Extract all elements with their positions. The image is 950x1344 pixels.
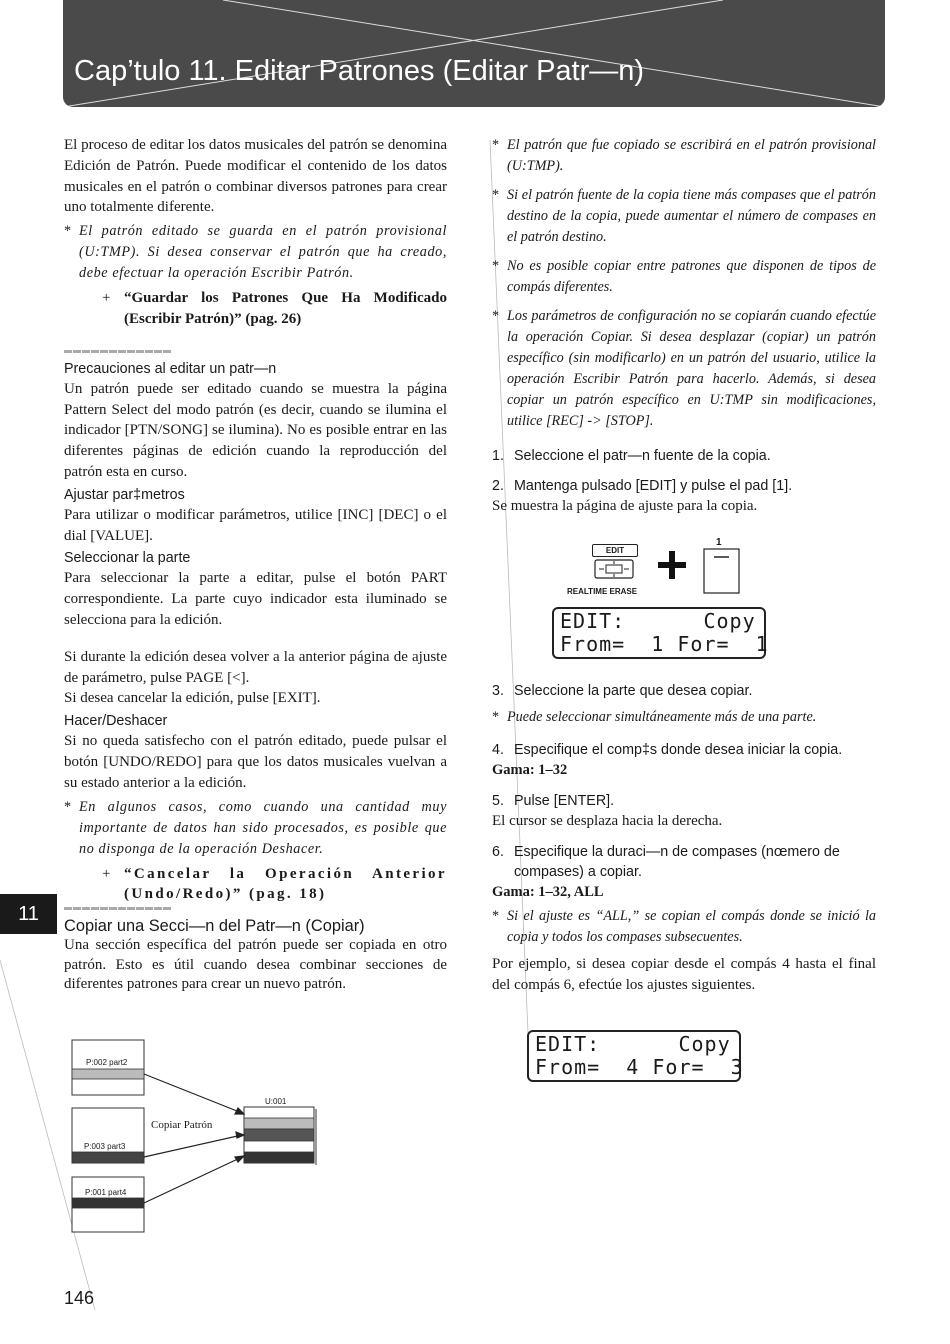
lcd-display-2 xyxy=(527,1030,744,1082)
note-text: Los parámetros de configuración no se copiarán cuando efectúe la operación Copiar. Si desea desplazar (copiar) un patrón específico (sin modificarlo) en un patrón del usuario, utilice la operación Escribir Patrón para hacerlo. Además, si desea copiar un patrón específico en U:TMP sin modificaciones, utilice [REC] -> [STOP]. xyxy=(507,308,876,429)
lcd-line-1: EDIT: Copy xyxy=(560,609,756,633)
step-text: Seleccione el patr—n fuente de la copia. xyxy=(514,448,771,464)
left-column xyxy=(64,135,447,995)
lcd-line-2: From= 4 For= 3 xyxy=(535,1055,744,1079)
note-text: No es posible copiar entre patrones que disponen de tipos de compás diferentes. xyxy=(507,258,876,295)
note-text: Si el ajuste es “ALL,” se copian el compás donde se inició la copia y todos los compases subsecuentes. xyxy=(507,908,876,946)
plus-icon xyxy=(657,550,687,580)
realtime-erase-label: REALTIME ERASE xyxy=(567,587,638,596)
note-measures: * Si el patrón fuente de la copia tiene más compases que el patrón destino de la copia, puede aumentar el número de compases en el patrón destino. xyxy=(492,187,876,245)
ref-text: “Cancelar la Operación Anterior (Undo/Redo)” (pag. 18) xyxy=(124,865,447,903)
ref-undo: + “Cancelar la Operación Anterior (Undo/Redo)” (pag. 18) xyxy=(64,864,447,906)
chapter-title: Cap’tulo 11. Editar Patrones (Editar Patr—n) xyxy=(74,55,645,87)
edit-button-label: EDIT xyxy=(592,544,638,557)
step-text: Especifique el comp‡s donde desea iniciar la copia. xyxy=(514,742,843,758)
params-text: Para utilizar o modificar parámetros, utilice [INC] [DEC] o el dial [VALUE]. xyxy=(64,506,447,544)
subsection-title-params: Ajustar par‡metros xyxy=(64,486,185,503)
ref-text: “Guardar los Patrones Que Ha Modificado (Escribir Patrón)” (pag. 26) xyxy=(124,290,447,327)
destination-label: U:001 xyxy=(265,1097,287,1106)
pad-1-icon xyxy=(703,548,741,596)
note-text: En algunos casos, como cuando una cantidad muy importante de datos han sido procesados, es posible que no disponga de la operación Deshacer. xyxy=(79,798,447,857)
step-number: 2. xyxy=(492,478,504,494)
note-undo: * En algunos casos, como cuando una cantidad muy importante de datos han sido procesados, es posible que no disponga de la operación Deshacer. xyxy=(64,798,447,857)
page-number: 146 xyxy=(64,1288,95,1308)
step-number: 1. xyxy=(492,448,504,464)
ref-save-pattern: + “Guardar los Patrones Que Ha Modificado (Escribir Patrón)” (pag. 26) xyxy=(64,288,447,330)
lcd-line-1: EDIT: Copy xyxy=(535,1032,731,1056)
undo-text: Si no queda satisfecho con el patrón editado, puede pulsar el botón [UNDO/REDO] para que los datos musicales vuelvan a su estado anterior a la edición. xyxy=(64,733,447,791)
note-text: Si el patrón fuente de la copia tiene más compases que el patrón destino de la copia, puede aumentar el número de compases en el patrón destino. xyxy=(507,187,876,245)
step-5-result: El cursor se desplaza hacia la derecha. xyxy=(492,812,723,829)
subsection-title-part: Seleccionar la parte xyxy=(64,550,191,567)
range-2: Gama: 1–32, ALL xyxy=(492,883,604,900)
note-multiple-parts: * Puede seleccionar simultáneamente más de una parte. xyxy=(492,709,817,725)
step-text: Mantenga pulsado [EDIT] y pulse el pad [1]. xyxy=(514,478,793,494)
step-number: 6. xyxy=(492,843,504,860)
copy-arrows xyxy=(144,1074,244,1203)
back-text: Si durante la edición desea volver a la anterior página de ajuste de parámetro, pulse PAGE [<]. xyxy=(64,648,447,686)
section-bar xyxy=(64,907,171,910)
chapter-header xyxy=(63,0,885,107)
part-text: Para seleccionar la parte a editar, pulse el botón PART correspondiente. La parte cuyo indicador esta iluminado se selecciona para la edición. xyxy=(64,570,447,628)
note-edited-pattern: * El patrón editado se guarda en el patrón provisional (U:TMP). Si desea conservar el patrón que ha creado, debe efectuar la operación Escribir Patrón. xyxy=(64,223,447,282)
note-config-params: * Los parámetros de configuración no se copiarán cuando efectúe la operación Copiar. Si desea desplazar (copiar) un patrón específico (sin modificarlo) en un patrón del usuario, utilice la operación Escribir Patrón para hacerlo. Además, si desea copiar un patrón específico en U:TMP sin modificaciones, utilice [REC] -> [STOP]. xyxy=(492,308,876,429)
right-column-lower xyxy=(492,681,876,996)
section-title-copy: Copiar una Secci—n del Patr—n (Copiar) xyxy=(64,917,365,936)
header-cross-lines xyxy=(63,0,885,107)
lcd-line-2: From= 1 For= 1 xyxy=(560,632,769,656)
cancel-text: Si desea cancelar la edición, pulse [EXIT]. xyxy=(64,690,321,707)
source-label-2: P:003 part3 xyxy=(84,1142,126,1151)
subsection-title-precautions: Precauciones al editar un patr—n xyxy=(64,360,277,377)
step-text: Seleccione la parte que desea copiar. xyxy=(514,683,753,699)
source-pattern-3 xyxy=(72,1177,144,1232)
source-label-1: P:002 part2 xyxy=(86,1058,128,1067)
step-text: Pulse [ENTER]. xyxy=(514,792,615,809)
source-label-3: P:001 part4 xyxy=(85,1188,127,1197)
note-text: Puede seleccionar simultáneamente más de una parte. xyxy=(507,709,817,725)
step-number: 4. xyxy=(492,742,504,758)
step-number: 5. xyxy=(492,792,504,809)
precautions-text: Un patrón puede ser editado cuando se muestra la página Pattern Select del modo patrón (es decir, cuando se ilumina el indicador [PTN/SONG] se ilumina). No es posible entrar en las diferentes páginas de edición cuando la reproducción del patrón esta en curso. xyxy=(64,380,447,480)
step-2-result: Se muestra la página de ajuste para la copia. xyxy=(492,498,758,514)
step-number: 3. xyxy=(492,683,504,699)
note-all-setting: * Si el ajuste es “ALL,” se copian el compás donde se inició la copia y todos los compases subsecuentes. xyxy=(492,908,876,946)
step-4 xyxy=(492,740,876,760)
range-1: Gama: 1–32 xyxy=(492,762,568,778)
right-column xyxy=(492,135,876,517)
step-5 xyxy=(492,791,876,811)
source-pattern-2 xyxy=(72,1108,144,1163)
note-text: El patrón editado se guarda en el patrón provisional (U:TMP). Si desea conservar el patrón que ha creado, debe efectuar la operación Escribir Patrón. xyxy=(79,223,447,282)
subsection-title-undo: Hacer/Deshacer xyxy=(64,713,168,730)
source-pattern-1 xyxy=(72,1040,144,1095)
copy-label: Copiar Patrón xyxy=(151,1119,213,1131)
example-text: Por ejemplo, si desea copiar desde el compás 4 hasta el final del compás 6, efectúe los ajustes siguientes. xyxy=(492,956,876,994)
step-3 xyxy=(492,681,876,701)
step-6 xyxy=(492,842,876,882)
destination-pattern xyxy=(244,1107,316,1165)
step-2 xyxy=(492,476,876,496)
pad-number-label: 1 xyxy=(716,537,722,548)
edit-button-icon xyxy=(594,558,634,582)
note-text: El patrón que fue copiado se escribirá en el patrón provisional (U:TMP). xyxy=(507,137,876,174)
note-copied-tmp: * El patrón que fue copiado se escribirá en el patrón provisional (U:TMP). xyxy=(492,137,876,174)
step-1 xyxy=(492,446,876,466)
subsection-bar xyxy=(64,350,171,353)
note-time-signature: * No es posible copiar entre patrones que disponen de tipos de compás diferentes. xyxy=(492,258,876,295)
step-text: Especifique la duraci—n de compases (nœmero de compases) a copiar. xyxy=(514,843,840,880)
chapter-tab: 11 xyxy=(0,894,57,934)
lcd-display-1 xyxy=(552,607,769,659)
copy-intro-text: Una sección específica del patrón puede ser copiada en otro patrón. Esto es útil cuando desea combinar secciones de diferentes patrones para crear un nuevo patrón. xyxy=(64,937,447,993)
intro-paragraph: El proceso de editar los datos musicales del patrón se denomina Edición de Patrón. Puede modificar el contenido de los datos musicales en el patrón o combinar diversos patrones para crear uno totalmente diferente. xyxy=(64,137,447,216)
